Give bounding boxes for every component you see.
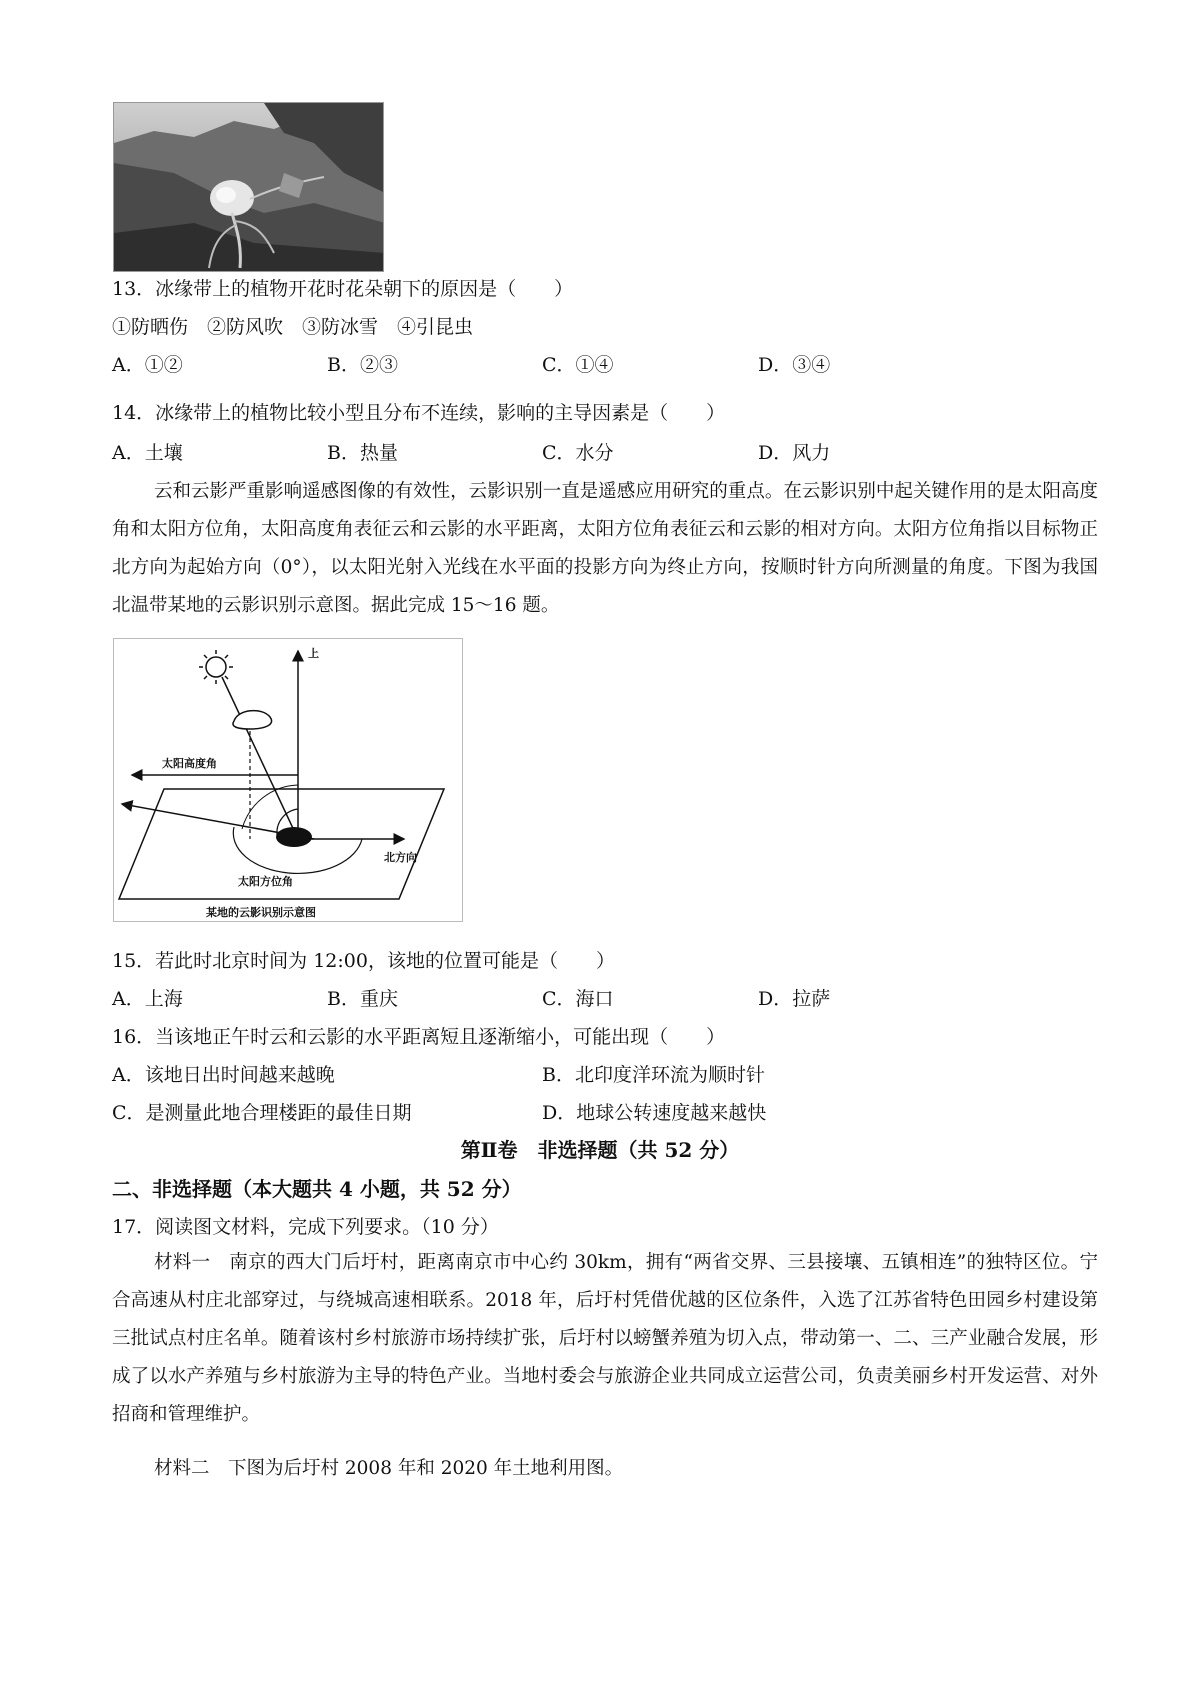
section-2-heading: 二、非选择题（本大题共 4 小题，共 52 分） [112,1177,522,1201]
q16-option-c[interactable]: C．是测量此地合理楼距的最佳日期 [112,1102,412,1124]
plant-photo-illustration [114,103,384,272]
north-label: 北方向 [384,851,417,864]
cloud-shadow [276,827,312,847]
q17-stem: 17．阅读图文材料，完成下列要求。（10 分） [112,1216,499,1238]
cloud-shadow-passage: 云和云影严重影响遥感图像的有效性，云影识别一直是遥感应用研究的重点。在云影识别中起关键作用的是太阳高度角和太阳方位角，太阳高度角表征云和云影的水平距离，太阳方位角表征云和云影的相对方向。太阳方位角指以目标物正北方向为起始方向（0°），以太阳光射入光线在水平面的投影方向为终止方向，按顺时针方向所测量的角度。下图为我国北温带某地的云影识别示意图。据此完成 15～16 题。 [112,481,1098,616]
azimuth-label: 太阳方位角 [238,875,293,888]
q13-choices: ①防晒伤 ②防风吹 ③防冰雪 ④引昆虫 [112,316,474,338]
q13-option-d[interactable]: D．③④ [758,354,831,376]
q15-option-d[interactable]: D．拉萨 [758,988,831,1010]
q14-option-d[interactable]: D．风力 [758,442,831,464]
ice-margin-plant-photo [113,102,384,272]
q16-stem: 16．当该地正午时云和云影的水平距离短且逐渐缩小，可能出现（ ） [112,1026,726,1048]
q14-option-c[interactable]: C．水分 [542,442,614,464]
q15-option-b[interactable]: B．重庆 [327,988,398,1010]
q13-stem: 13．冰缘带上的植物开花时花朵朝下的原因是（ ） [112,278,574,300]
q13-option-b[interactable]: B．②③ [327,354,398,376]
cloud-shadow-diagram-svg [114,639,464,923]
diagram-caption: 某地的云影识别示意图 [206,906,316,919]
q13-option-a[interactable]: A．①② [112,354,183,376]
q14-stem: 14．冰缘带上的植物比较小型且分布不连续，影响的主导因素是（ ） [112,402,726,424]
q14-option-a[interactable]: A．土壤 [112,442,183,464]
q17-material-1: 材料一 南京的西大门后圩村，距离南京市中心约 30km，拥有“两省交界、三县接壤、五镇相连”的独特区位。宁合高速从村庄北部穿过，与绕城高速相联系。2018 年，后圩村凭借优越的区位条件，入选了江苏省特色田园乡村建设第三批试点村庄名单。随着该村乡村旅游市场持续扩张，后圩村以螃蟹养殖为切入点，带动第一、二、三产业融合发展，形成了以水产养殖与乡村旅游为主导的特色产业。当地村委会与旅游企业共同成立运营公司，负责美丽乡村开发运营、对外招商和管理维护。 [112,1252,1098,1425]
q15-stem: 15．若此时北京时间为 12:00，该地的位置可能是（ ） [112,950,615,972]
q15-option-c[interactable]: C．海口 [542,988,614,1010]
q16-option-a[interactable]: A．该地日出时间越来越晚 [112,1064,335,1086]
section-2-title: 第Ⅱ卷 非选择题（共 52 分） [460,1138,740,1162]
q15-option-a[interactable]: A．上海 [112,988,183,1010]
cloud-shadow-diagram [113,638,463,922]
up-label: 上 [308,647,319,660]
q14-option-b[interactable]: B．热量 [327,442,398,464]
q17-material-2: 材料二 下图为后圩村 2008 年和 2020 年土地利用图。 [154,1458,624,1479]
q16-option-d[interactable]: D．地球公转速度越来越快 [542,1102,767,1124]
sun-ray [222,677,298,839]
q16-option-b[interactable]: B．北印度洋环流为顺时针 [542,1064,765,1086]
altitude-label: 太阳高度角 [162,757,217,770]
q13-option-c[interactable]: C．①④ [542,354,614,376]
sun-icon [199,650,233,684]
